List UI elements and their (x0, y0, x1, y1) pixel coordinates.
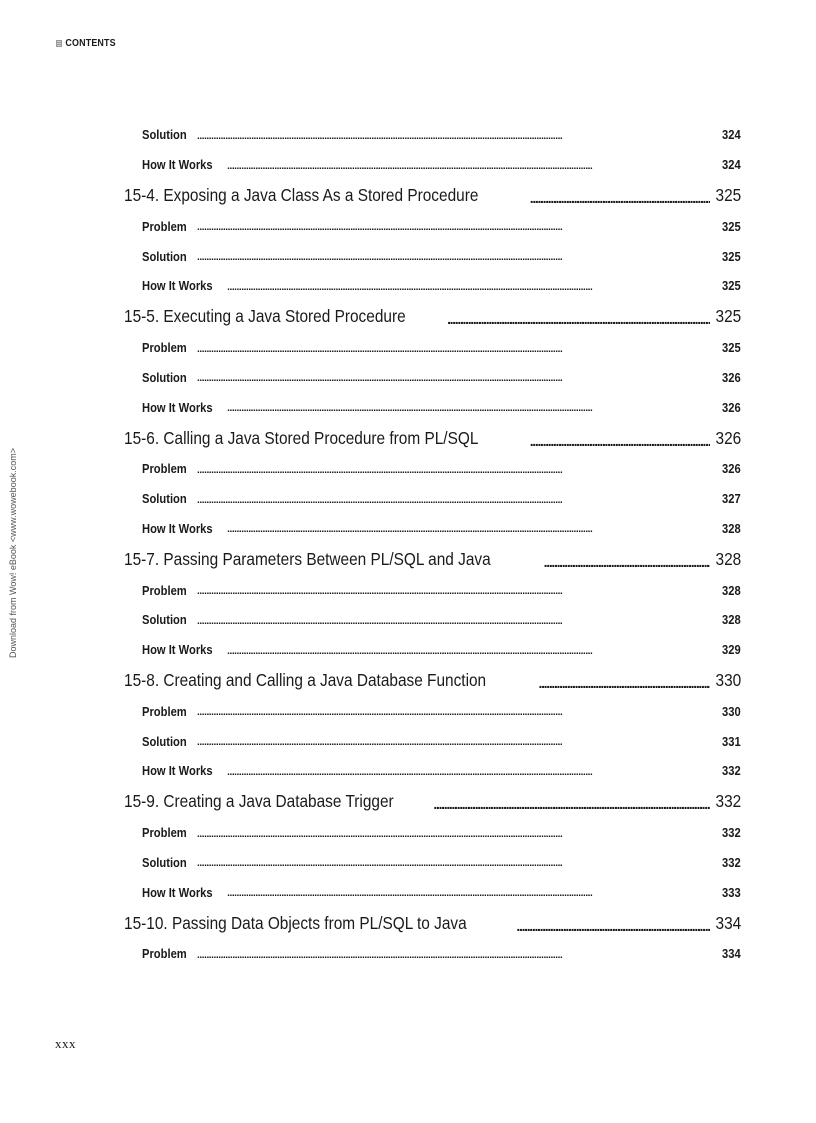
toc-subsection-entry[interactable] (124, 333, 741, 363)
toc-section-entry[interactable] (124, 665, 741, 697)
toc-subsection-entry[interactable] (124, 484, 741, 514)
toc-entry-label: How It Works (142, 157, 213, 173)
dot-leader (227, 158, 717, 172)
toc-entry-page-number: 328 (722, 582, 741, 598)
toc-entry-page-number: 334 (722, 946, 741, 962)
download-watermark: Download from Wow! eBook <www.wowebook.com> (8, 448, 18, 658)
toc-entry-label: Problem (142, 946, 187, 962)
toc-entry-label: Problem (142, 218, 187, 234)
toc-entry-page-number: 327 (722, 491, 741, 507)
toc-entry-page-number: 324 (722, 127, 741, 143)
toc-entry-page-number: 325 (722, 218, 741, 234)
toc-subsection-entry[interactable] (124, 120, 741, 150)
toc-entry-label: 15-8. Creating and Calling a Java Database Function (124, 670, 487, 690)
toc-subsection-entry[interactable] (124, 212, 741, 242)
toc-entry-label: 15-7. Passing Parameters Between PL/SQL and Java (124, 548, 491, 569)
toc-subsection-entry[interactable] (124, 514, 741, 544)
toc-subsection-entry[interactable] (124, 726, 741, 756)
toc-section-entry[interactable] (124, 907, 741, 939)
toc-subsection-entry[interactable] (124, 575, 741, 605)
toc-entry-page-number: 326 (722, 369, 741, 385)
toc-entry-label: How It Works (142, 399, 213, 415)
dot-leader (544, 550, 710, 569)
toc-entry-label: Problem (142, 340, 187, 356)
dot-leader (227, 885, 717, 899)
dot-leader (447, 307, 710, 326)
toc-entry-page-number: 325 (715, 306, 741, 327)
dot-leader (227, 764, 717, 778)
dot-leader (227, 400, 717, 414)
toc-subsection-entry[interactable] (124, 454, 741, 484)
dot-leader (197, 492, 717, 506)
dot-leader (197, 613, 717, 627)
toc-entry-page-number: 332 (722, 763, 741, 779)
dot-leader (197, 855, 717, 869)
toc-entry-page-number: 332 (722, 854, 741, 870)
toc-entry-label: How It Works (142, 884, 213, 900)
toc-entry-label: 15-10. Passing Data Objects from PL/SQL to Java (124, 912, 467, 933)
toc-entry-page-number: 324 (722, 157, 741, 173)
toc-section-entry[interactable] (124, 180, 741, 212)
toc-entry-label: Problem (142, 582, 187, 598)
toc-section-entry[interactable] (124, 786, 741, 818)
toc-entry-page-number: 325 (722, 248, 741, 264)
dot-leader (227, 279, 717, 293)
dot-leader (197, 947, 717, 961)
dot-leader (227, 643, 717, 657)
toc-entry-page-number: 326 (715, 427, 741, 448)
toc-entry-label: How It Works (142, 520, 213, 536)
toc-subsection-entry[interactable] (124, 818, 741, 848)
toc-entry-label: Problem (142, 703, 187, 719)
toc-entry-page-number: 330 (722, 703, 741, 719)
toc-subsection-entry[interactable] (124, 241, 741, 271)
toc-entry-label: How It Works (142, 278, 213, 294)
dot-leader (227, 521, 717, 535)
dot-leader (197, 128, 717, 142)
toc-entry-page-number: 326 (722, 461, 741, 477)
toc-entry-page-number: 332 (722, 825, 741, 841)
dot-leader (197, 219, 717, 233)
page-number: xxx (55, 1036, 76, 1051)
toc-subsection-entry[interactable] (124, 697, 741, 727)
toc-entry-label: How It Works (142, 763, 213, 779)
dot-leader (539, 671, 710, 690)
toc-entry-page-number: 325 (722, 340, 741, 356)
toc-subsection-entry[interactable] (124, 877, 741, 907)
toc-entry-page-number: 328 (722, 612, 741, 628)
contents-square-icon (56, 40, 62, 47)
toc-subsection-entry[interactable] (124, 392, 741, 422)
toc-entry-label: Solution (142, 369, 187, 385)
toc-subsection-entry[interactable] (124, 150, 741, 180)
toc-entry-label: 15-4. Exposing a Java Class As a Stored Procedure (124, 185, 479, 205)
toc-section-entry[interactable] (124, 422, 741, 454)
dot-leader (197, 341, 717, 355)
toc-entry-label: Problem (142, 825, 187, 841)
toc-entry-page-number: 331 (722, 733, 741, 749)
toc-subsection-entry[interactable] (124, 848, 741, 878)
toc-entry-page-number: 326 (722, 399, 741, 415)
dot-leader (197, 826, 717, 840)
toc-entry-label: How It Works (142, 642, 213, 658)
dot-leader (530, 186, 710, 205)
toc-subsection-entry[interactable] (124, 605, 741, 635)
toc-section-entry[interactable] (124, 301, 741, 333)
toc-entry-page-number: 332 (715, 791, 741, 812)
toc-entry-page-number: 325 (722, 278, 741, 294)
toc-section-entry[interactable] (124, 543, 741, 575)
dot-leader (197, 704, 717, 718)
toc-entry-label: 15-6. Calling a Java Stored Procedure from PL/SQL (124, 427, 479, 448)
toc-entry-label: Solution (142, 733, 187, 749)
toc-entry-label: 15-9. Creating a Java Database Trigger (124, 791, 394, 812)
dot-leader (197, 734, 717, 748)
toc-entry-label: Solution (142, 248, 187, 264)
toc-subsection-entry[interactable] (124, 939, 741, 969)
toc-subsection-entry[interactable] (124, 756, 741, 786)
toc-entry-page-number: 334 (715, 912, 741, 933)
toc-subsection-entry[interactable] (124, 635, 741, 665)
dot-leader (530, 429, 710, 448)
dot-leader (433, 792, 709, 811)
running-header (56, 37, 116, 49)
toc-entry-page-number: 328 (722, 520, 741, 536)
dot-leader (197, 249, 717, 263)
toc-entry-label: Solution (142, 854, 187, 870)
toc-subsection-entry[interactable] (124, 271, 741, 301)
toc-subsection-entry[interactable] (124, 363, 741, 393)
table-of-contents (124, 120, 741, 969)
toc-entry-page-number: 330 (715, 670, 741, 690)
dot-leader (197, 370, 717, 384)
toc-entry-label: Problem (142, 461, 187, 477)
running-header-title: CONTENTS (65, 37, 116, 49)
toc-entry-label: Solution (142, 491, 187, 507)
dot-leader (197, 583, 717, 597)
toc-entry-label: 15-5. Executing a Java Stored Procedure (124, 306, 406, 327)
toc-entry-page-number: 333 (722, 884, 741, 900)
toc-entry-label: Solution (142, 127, 187, 143)
dot-leader (516, 914, 709, 933)
toc-entry-page-number: 329 (722, 642, 741, 658)
toc-entry-page-number: 325 (715, 185, 741, 205)
dot-leader (197, 462, 717, 476)
toc-entry-label: Solution (142, 612, 187, 628)
toc-entry-page-number: 328 (715, 548, 741, 569)
